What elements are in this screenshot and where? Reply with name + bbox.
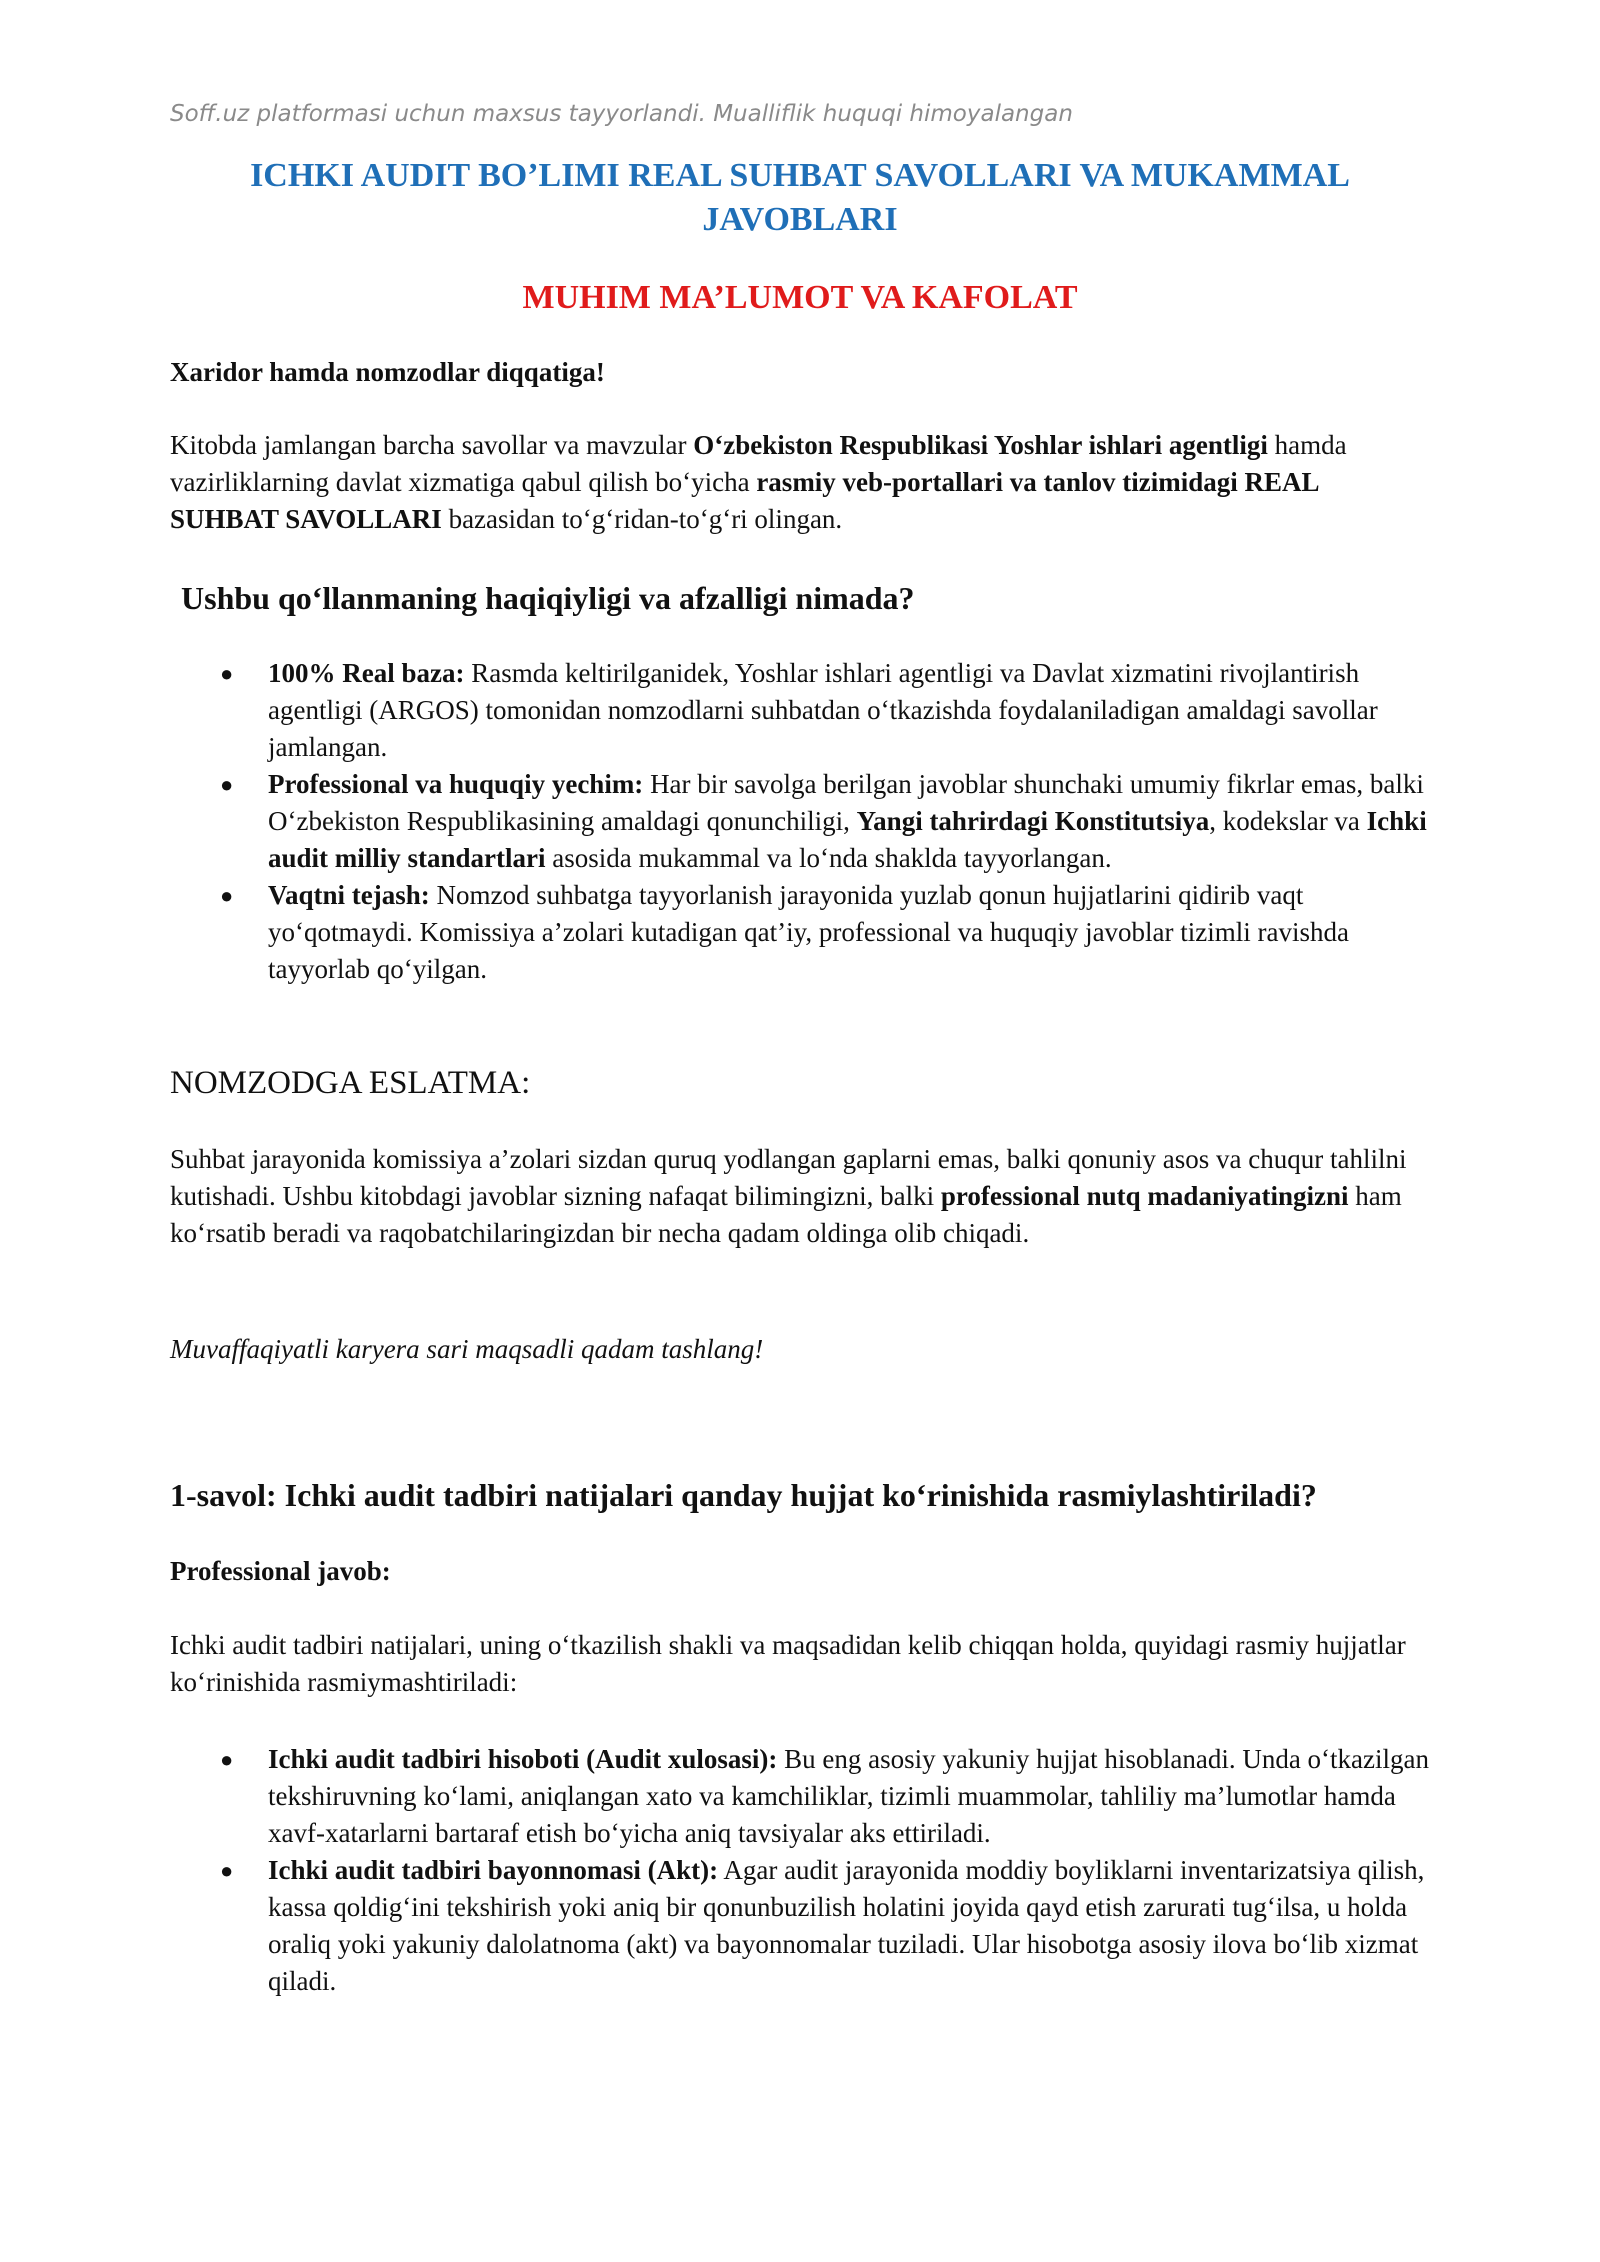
item-label: Ichki audit tadbiri bayonnomasi (Akt): xyxy=(268,1855,719,1885)
reminder-text-2: ham ko‘rsatib beradi va raqobatchilaringizdan bir necha qadam oldinga olib chiqadi. xyxy=(170,1181,1402,1248)
intro-paragraph xyxy=(170,427,1430,538)
document-title xyxy=(170,154,1430,242)
title-line-2: JAVOBLARI xyxy=(702,201,898,238)
watermark-text: Soff.uz platformasi uchun maxsus tayyorlandi. Mualliflik huquqi himoyalangan xyxy=(170,101,1073,127)
item-bold: Ichki audit milliy standartlari xyxy=(268,806,1427,873)
item-text: Agar audit jarayonida moddiy boyliklarni inventarizatsiya qilish, kassa qoldig‘ini tekshirish yoki aniq bir qonunbuzilish holatini joyida qayd etish zarurati tug‘ilsa, u holda oraliq yoki yakuniy dalolatnoma (akt) va bayonnomalar tuziladi. Ular hisobotga asosiy ilova bo‘lib xizmat qiladi. xyxy=(268,1855,1425,1996)
intro-text-3: bazasidan to‘g‘ridan-to‘g‘ri olingan. xyxy=(441,504,843,534)
intro-bold-2: rasmiy veb-portallari va tanlov tizimidagi REAL SUHBAT SAVOLLARI xyxy=(170,467,1319,534)
title-line-1: ICHKI AUDIT BO’LIMI REAL SUHBAT SAVOLLARI VA MUKAMMAL xyxy=(250,157,1350,194)
item-text: Har bir savolga berilgan javoblar shunchaki umumiy fikrlar emas, balki O‘zbekiston Respublikasining amaldagi qonunchiligi, xyxy=(268,769,1424,836)
reminder-text-1: Suhbat jarayonida komissiya a’zolari sizdan quruq yodlangan gaplarni emas, balki qonuniy asos va chuqur tahlilni kutishadi. Ushbu kitobdagi javoblar sizning nafaqat bilimingizni, balki xyxy=(170,1144,1407,1211)
list-item xyxy=(170,655,1430,766)
document-subtitle: MUHIM MA’LUMOT VA KAFOLAT xyxy=(522,279,1078,316)
item-text: asosida mukammal va lo‘nda shaklda tayyorlangan. xyxy=(545,843,1112,873)
bullet-icon: ● xyxy=(220,1747,234,1772)
bullet-icon: ● xyxy=(220,661,234,686)
question-1-heading: 1-savol: Ichki audit tadbiri natijalari qanday hujjat ko‘rinishida rasmiylashtiriladi? xyxy=(170,1477,1317,1513)
item-text: Rasmda keltirilganidek, Yoshlar ishlari agentligi va Davlat xizmatini rivojlantirish agentligi (ARGOS) tomonidan nomzodlarni suhbatdan o‘tkazishda foydalaniladigan amaldagi savollar jamlangan. xyxy=(268,658,1378,762)
item-label: Professional va huquqiy yechim: xyxy=(268,769,644,799)
intro-text-1: Kitobda jamlangan barcha savollar va mavzular xyxy=(170,430,694,460)
item-text: Nomzod suhbatga tayyorlanish jarayonida yuzlab qonun hujjatlarini qidirib vaqt yo‘qotmaydi. Komissiya a’zolari kutadigan qat’iy, professional va huquqiy javoblar tizimli ravishda tayyorlab qo‘yilgan. xyxy=(268,880,1349,984)
advantages-list xyxy=(170,655,1430,988)
item-label: Vaqtni tejash: xyxy=(268,880,430,910)
motto-text: Muvaffaqiyatli karyera sari maqsadli qadam tashlang! xyxy=(170,1334,764,1364)
list-item xyxy=(170,877,1430,988)
answer-intro: Ichki audit tadbiri natijalari, uning o‘tkazilish shakli va maqsadidan kelib chiqqan holda, quyidagi rasmiy hujjatlar ko‘rinishida rasmiymashtiriladi: xyxy=(170,1630,1406,1697)
reminder-bold: professional nutq madaniyatingizni xyxy=(940,1181,1349,1211)
list-item xyxy=(170,766,1430,877)
reminder-paragraph xyxy=(170,1141,1430,1252)
attention-heading: Xaridor hamda nomzodlar diqqatiga! xyxy=(170,357,605,387)
item-label: Ichki audit tadbiri hisoboti (Audit xulosasi): xyxy=(268,1744,778,1774)
item-text: Bu eng asosiy yakuniy hujjat hisoblanadi. Unda o‘tkazilgan tekshiruvning ko‘lami, aniqlangan xato va kamchiliklar, tizimli muammolar, tahliliy ma’lumotlar hamda xavf-xatarlarni bartaraf etish bo‘yicha aniq tavsiyalar aks ettiriladi. xyxy=(268,1744,1430,1848)
list-item xyxy=(170,1852,1430,2000)
question-heading: Ushbu qo‘llanmaning haqiqiyligi va afzalligi nimada? xyxy=(181,580,915,616)
item-text: , kodekslar va xyxy=(1209,806,1367,836)
item-bold: Yangi tahrirdagi Konstitutsiya xyxy=(856,806,1210,836)
answer-label: Professional javob: xyxy=(170,1556,391,1586)
answer-list xyxy=(170,1741,1430,2000)
list-item xyxy=(170,1741,1430,1852)
item-label: 100% Real baza: xyxy=(268,658,465,688)
intro-bold-1: O‘zbekiston Respublikasi Yoshlar ishlari agentligi xyxy=(693,430,1268,460)
bullet-icon: ● xyxy=(220,772,234,797)
bullet-icon: ● xyxy=(220,883,234,908)
bullet-icon: ● xyxy=(220,1858,234,1883)
intro-text-2: hamda vazirliklarning davlat xizmatiga qabul qilish bo‘yicha xyxy=(170,430,1347,497)
reminder-heading: NOMZODGA ESLATMA: xyxy=(170,1065,531,1101)
